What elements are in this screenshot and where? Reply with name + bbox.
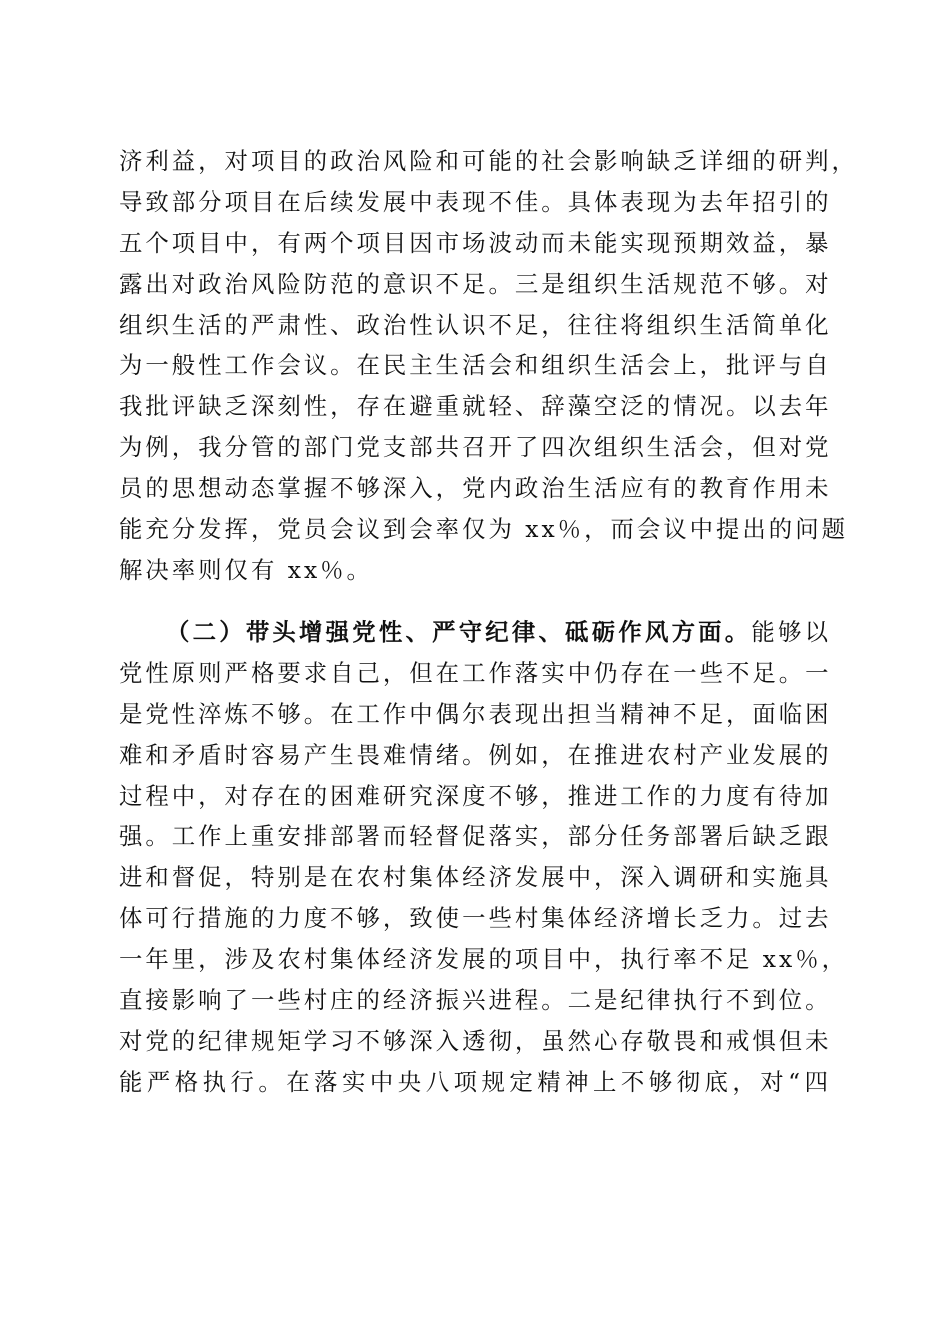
text-line: 强。工作上重安排部署而轻督促落实，部分任务部署后缺乏跟 (119, 822, 832, 851)
text-line: 员的思想动态掌握不够深入，党内政治生活应有的教育作用未 (119, 474, 832, 503)
text-line: 济利益，对项目的政治风险和可能的社会影响缺乏详细的研判， (119, 147, 858, 175)
text-line: 能充分发挥，党员会议到会率仅为 xx％，而会议中提出的问题 (119, 515, 848, 544)
section-first-line-rest: 能够以 (751, 618, 831, 646)
text-line: 露出对政治风险防范的意识不足。三是组织生活规范不够。对 (119, 269, 832, 298)
text-line: 进和督促，特别是在农村集体经济发展中，深入调研和实施具 (119, 863, 832, 892)
text-line: 过程中，对存在的困难研究深度不够，推进工作的力度有待加 (119, 781, 832, 810)
text-line: 难和矛盾时容易产生畏难情绪。例如，在推进农村产业发展的 (119, 740, 832, 769)
text-line: 我批评缺乏深刻性，存在避重就轻、辞藻空泛的情况。以去年 (119, 392, 832, 421)
text-line: 一年里，涉及农村集体经济发展的项目中，执行率不足 xx％， (119, 945, 848, 974)
paragraph-continued (119, 141, 858, 591)
section-heading: （二）带头增强党性、严守纪律、砥砺作风方面。 (166, 618, 752, 646)
text-line: 组织生活的严肃性、政治性认识不足，往往将组织生活简单化 (119, 310, 832, 339)
text-line: 导致部分项目在后续发展中表现不佳。具体表现为去年招引的 (119, 187, 832, 216)
text-line: 解决率则仅有 xx％。 (119, 555, 373, 584)
text-line: 直接影响了一些村庄的经济振兴进程。二是纪律执行不到位。 (119, 986, 832, 1015)
text-line: 是党性淬炼不够。在工作中偶尔表现出担当精神不足，面临困 (119, 699, 832, 728)
text-line: 为一般性工作会议。在民主生活会和组织生活会上，批评与自 (119, 351, 832, 380)
text-line: 党性原则严格要求自己，但在工作落实中仍存在一些不足。一 (119, 658, 832, 687)
text-line: 对党的纪律规矩学习不够深入透彻，虽然心存敬畏和戒惧但未 (119, 1026, 832, 1055)
section-two-first-line (119, 612, 831, 653)
text-line: 五个项目中，有两个项目因市场波动而未能实现预期效益，暴 (119, 228, 832, 257)
paragraph-section-two (119, 612, 848, 1103)
text-line: 能严格执行。在落实中央八项规定精神上不够彻底，对“四 (119, 1067, 831, 1096)
text-line: 体可行措施的力度不够，致使一些村集体经济增长乏力。过去 (119, 904, 832, 933)
text-line: 为例，我分管的部门党支部共召开了四次组织生活会，但对党 (119, 433, 832, 462)
